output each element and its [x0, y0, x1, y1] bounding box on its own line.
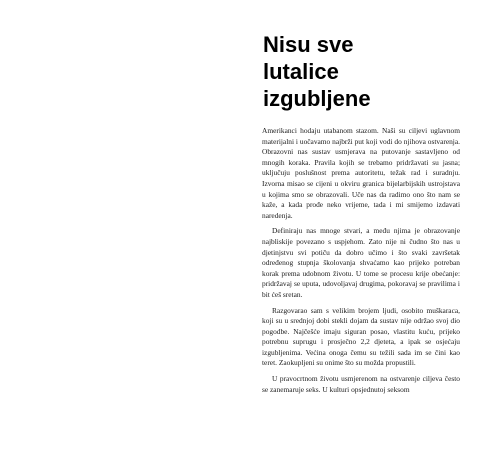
chapter-title-line: izgubljene: [263, 86, 371, 111]
body-paragraph: Razgovarao sam s velikim brojem ljudi, osobito muškaraca, koji su u srednjoj dobi stekli dojam da sustav nije održao svoj dio pogodbe. Najčešće imaju siguran posao, vlastitu kuću, prijeko potrebnu suprugu i prosječno 2,2 djeteta, a ipak se osjećaju izgubljenima. Većina onoga čemu su težili sada im se čini kao teret. Zaokupljeni su onime što su možda propustili.: [262, 305, 460, 368]
chapter-title-line: Nisu sve: [263, 32, 354, 57]
chapter-body: [262, 126, 460, 400]
chapter-title-line: lutalice: [263, 59, 339, 84]
body-paragraph: Definiraju nas mnoge stvari, a među njima je obrazovanje najbliskije povezano s uspjehom. Zato nije ni čudno što nas u djetinjstvu svi potiču da dobro učimo i što svaki završetak određenog stupnja školovanja shvaćamo kao prijeko potreban korak prema udobnom životu. U tome se procesu krije obećanje: pridržavaj se uputa, udovoljavaj drugima, pokoravaj se pravilima i bit ćeš sretan.: [262, 226, 460, 299]
body-paragraph: U pravocrtnom životu usmjerenom na ostvarenje ciljeva često se zanemaruje seks. U kulturi opsjednutoj seksom: [262, 374, 460, 394]
body-paragraph: Amerikanci hodaju utabanom stazom. Naši su ciljevi uglavnom materijalni i uočavamo najbrži put koji vodi do njihova ostvarenja. Obrazovni nas sustav usmjerava na putovanje sastavljeno od mnogih koraka. Pravila kojih se trebamo pridržavati su jasna; uključuju poslušnost prema autoritetu, težak rad i suradnju. Izvorna misao se cijeni u okviru granica bijelarbijskih ustrojstava u kojima smo se obrazovali. Uče nas da radimo ono što nam se kaže, a kada prođe neko vrijeme, tada i mi smijemo izdavati naredenja.: [262, 126, 460, 220]
chapter-title: [263, 31, 463, 112]
